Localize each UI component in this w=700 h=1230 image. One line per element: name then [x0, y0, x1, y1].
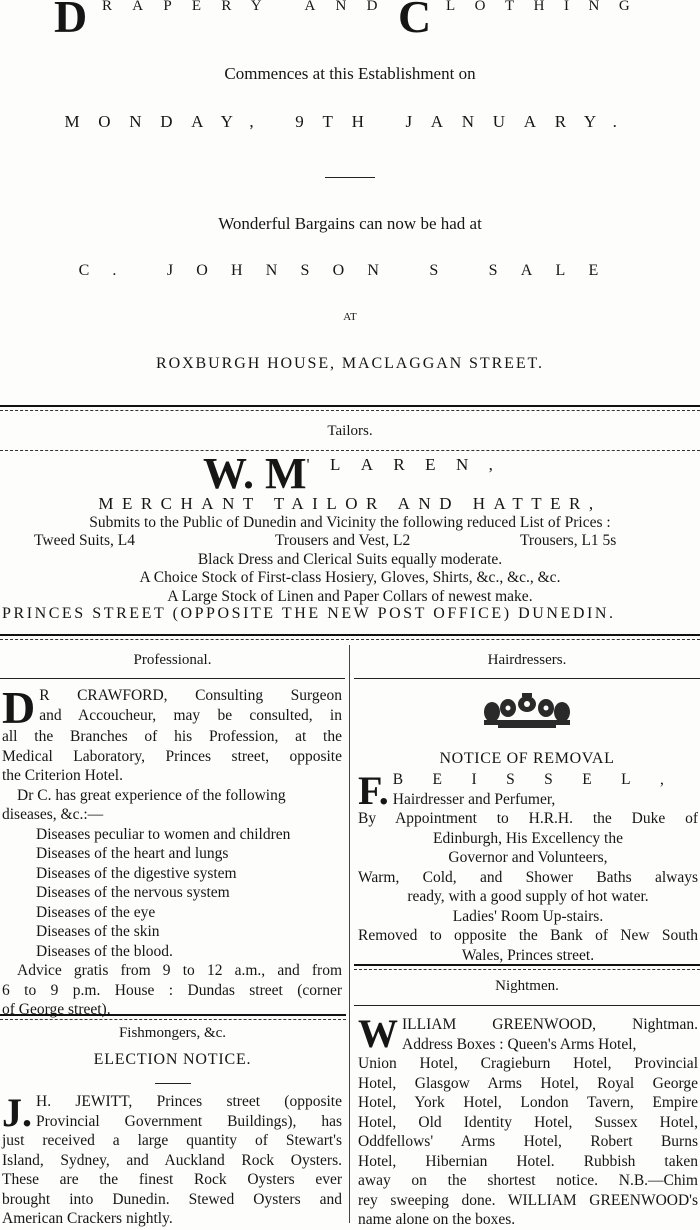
- tailors-name-rest: 'LAREN,: [306, 455, 514, 474]
- tailors-street: PRINCES STREET (OPPOSITE THE NEW POST OFFICE) DUNEDIN.: [2, 605, 616, 622]
- fishmongers-line-3: just received a large quantity of Stewart's: [2, 1132, 342, 1149]
- professional-experience: Dr C. has great experience of the following: [17, 786, 286, 804]
- banner-bargains: Wonderful Bargains can now be had at: [218, 214, 482, 233]
- divider-tailors-bottom-dash: [0, 639, 700, 640]
- professional-diseases-label: diseases, &c.:—: [2, 806, 104, 824]
- nightmen-line-1: ILLIAM GREENWOOD, Nightman.: [402, 1016, 698, 1033]
- nightmen-line-3: Union Hotel, Cragieburn Hotel, Provincial: [358, 1055, 698, 1072]
- divider-hairdressers: [354, 678, 700, 679]
- banner-title: [54, 0, 694, 44]
- hairdressers-name: BEISSEL,: [392, 771, 694, 788]
- divider-left-bottom: [0, 1014, 346, 1016]
- banner-commences: Commences at this Establishment on: [224, 64, 476, 83]
- tailors-submits: Submits to the Public of Dunedin and Vicinity the following reduced List of Prices :: [89, 514, 611, 531]
- tailors-name-initials: W. M: [203, 449, 307, 498]
- banner-word-drapery: RAPERY AND: [102, 0, 398, 14]
- professional-line-5: the Criterion Hotel.: [2, 767, 123, 785]
- fishmongers-body: [2, 1092, 342, 1229]
- professional-disease-2: Diseases of the heart and lungs: [36, 845, 229, 863]
- professional-line-1: R CRAWFORD, Consulting Surgeon: [39, 687, 342, 704]
- professional-line-3: all the Branches of his Profession, at the: [2, 728, 342, 746]
- hairdressers-line-8: Removed to opposite the Bank of New South: [358, 927, 698, 944]
- professional-line-2: and Accoucheur, may be consulted, in: [39, 706, 342, 724]
- fishmongers-heading: Fishmongers, &c.: [118, 1025, 227, 1041]
- fishmongers-notice: ELECTION NOTICE.: [93, 1051, 252, 1068]
- nightmen-body: [358, 1011, 698, 1230]
- hairdressers-line-9: Wales, Princes street.: [461, 946, 595, 964]
- tailors-name: [203, 448, 513, 499]
- nightmen-line-5: Hotel, York Hotel, London Tavern, Empire: [358, 1094, 698, 1111]
- hairdressers-notice: NOTICE OF REMOVAL: [439, 750, 615, 767]
- professional-line-4: Medical Laboratory, Princes street, opposite: [2, 747, 342, 765]
- nightmen-line-7: Oddfellows' Arms Hotel, Robert Burns: [358, 1133, 698, 1150]
- tailors-price-trousers: Trousers, L1 5s: [520, 532, 617, 549]
- professional-advice-2: 6 to 9 p.m. House : Dundas street (corner: [2, 981, 342, 999]
- nightmen-line-11: name alone on the boxes.: [358, 1211, 516, 1228]
- nightmen-line-6: Hotel, Old Identity Hotel, Sussex Hotel,: [358, 1113, 698, 1131]
- professional-disease-4: Diseases of the nervous system: [36, 884, 230, 902]
- royal-crest-icon: [478, 690, 576, 732]
- divider-banner-dash: [0, 410, 700, 411]
- hairdressers-drop-f: F.: [358, 768, 389, 813]
- fishmongers-line-7: American Crackers nightly.: [2, 1210, 173, 1227]
- professional-drop-d: D: [2, 682, 36, 733]
- fishmongers-line-4: Island, Sydney, and Auckland Rock Oysters.: [2, 1151, 342, 1169]
- nightmen-line-8: Hotel, Hibernian Hotel. Rubbish taken: [358, 1152, 698, 1170]
- professional-disease-6: Diseases of the skin: [36, 923, 160, 941]
- hairdressers-line-5: Warm, Cold, and Shower Baths always: [358, 868, 698, 886]
- divider-fishmongers: [155, 1083, 191, 1084]
- hairdressers-line-2: By Appointment to H.R.H. the Duke of: [358, 810, 698, 827]
- fishmongers-line-5: These are the finest Rock Oysters ever: [2, 1171, 342, 1188]
- nightmen-drop-w: W: [358, 1011, 398, 1056]
- nightmen-line-10: rey sweeping done. WILLIAM GREENWOOD's: [358, 1191, 698, 1209]
- hairdressers-line-6: ready, with a good supply of hot water.: [407, 888, 649, 905]
- divider-left-bottom-dash: [0, 1019, 346, 1020]
- professional-heading: Professional.: [133, 652, 212, 668]
- divider-right-bottom-dash: [354, 969, 700, 970]
- fishmongers-line-6: brought into Dunedin. Stewed Oysters and: [2, 1190, 342, 1208]
- banner-drop-d: D: [54, 0, 88, 42]
- professional-body: [2, 682, 342, 1020]
- tailors-black-dress: Black Dress and Clerical Suits equally moderate.: [197, 551, 503, 568]
- banner-drop-c: C: [398, 0, 432, 42]
- nightmen-line-9: away on the shortest notice. N.B.—Chim: [358, 1172, 698, 1189]
- divider-right-bottom: [354, 964, 700, 966]
- nightmen-heading: Nightmen.: [495, 978, 559, 994]
- hairdressers-line-3: Edinburgh, His Excellency the: [433, 829, 623, 847]
- professional-disease-7: Diseases of the blood.: [36, 942, 173, 960]
- hairdressers-line-1: Hairdresser and Perfumer,: [392, 790, 556, 808]
- tailors-price-vest: Trousers and Vest, L2: [275, 532, 411, 549]
- hairdressers-line-7: Ladies' Room Up-stairs.: [452, 907, 604, 925]
- divider-professional: [0, 678, 345, 679]
- professional-disease-1: Diseases peculiar to women and children: [36, 825, 291, 843]
- fishmongers-drop-j: J.: [2, 1090, 32, 1135]
- professional-disease-5: Diseases of the eye: [36, 903, 156, 921]
- tailors-linen: A Large Stock of Linen and Paper Collars of newest make.: [167, 588, 533, 605]
- banner-short-rule: [325, 177, 375, 178]
- nightmen-line-4: Hotel, Glasgow Arms Hotel, Royal George: [358, 1074, 698, 1092]
- hairdressers-body: [358, 770, 698, 965]
- tailors-heading: Tailors.: [327, 423, 373, 439]
- divider-banner: [0, 405, 700, 407]
- tailors-title: MERCHANT TAILOR AND HATTER,: [98, 494, 602, 513]
- divider-tailors-bottom: [0, 634, 700, 636]
- professional-advice-1: Advice gratis from 9 to 12 a.m., and from: [17, 962, 342, 980]
- hairdressers-line-4: Governor and Volunteers,: [448, 849, 608, 866]
- fishmongers-line-1: H. JEWITT, Princes street (opposite: [36, 1093, 342, 1110]
- tailors-price-tweed: Tweed Suits, L4: [34, 532, 135, 549]
- nightmen-line-2: Address Boxes : Queen's Arms Hotel,: [402, 1035, 637, 1053]
- professional-disease-3: Diseases of the digestive system: [36, 864, 237, 882]
- banner-word-clothing: LOTHING: [446, 0, 650, 14]
- banner-sale: C. JOHNSON S SALE: [78, 262, 622, 279]
- banner-at: AT: [343, 311, 357, 323]
- hairdressers-heading: Hairdressers.: [487, 652, 567, 668]
- professional-advice-3: of George street).: [2, 1001, 111, 1019]
- divider-nightmen: [354, 1005, 700, 1006]
- fishmongers-line-2: Provincial Government Buildings), has: [36, 1112, 342, 1130]
- column-divider: [349, 645, 350, 1223]
- tailors-choice-stock: A Choice Stock of First-class Hosiery, Gloves, Shirts, &c., &c., &c.: [139, 569, 561, 586]
- banner-date: MONDAY, 9TH JANUARY.: [64, 112, 636, 131]
- banner-address: ROXBURGH HOUSE, MACLAGGAN STREET.: [156, 355, 544, 372]
